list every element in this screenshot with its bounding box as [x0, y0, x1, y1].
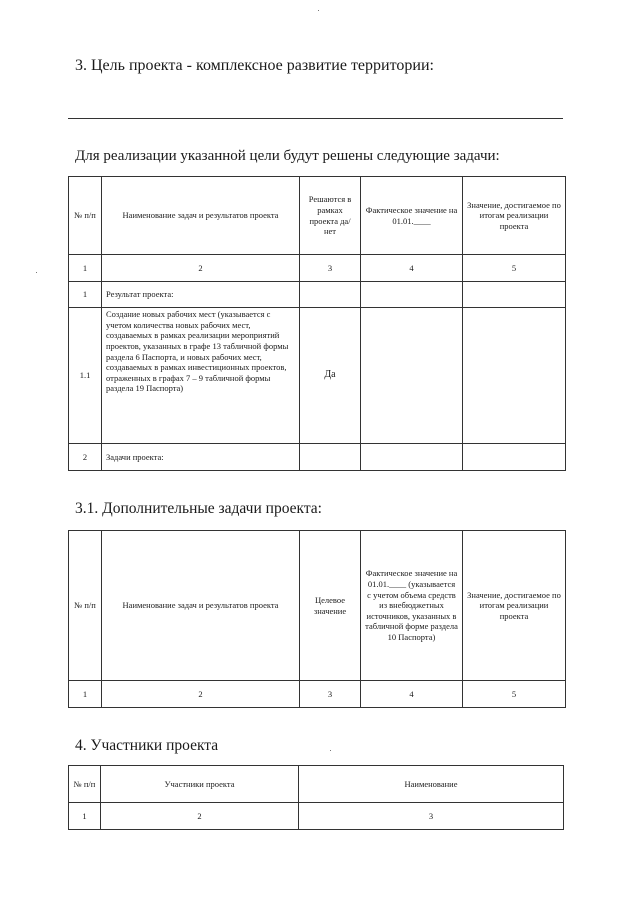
header-num: № п/п [69, 177, 102, 255]
table-index-row [69, 681, 566, 708]
section-extra-heading: 3.1. Дополнительные задачи проекта: [75, 500, 322, 517]
header-actual: Фактическое значение на 01.01.____ [361, 177, 463, 255]
index-cell: 1 [69, 681, 102, 708]
scan-speck [36, 272, 37, 273]
header-participants: Участники проекта [101, 766, 299, 803]
header-actual: Фактическое значение на 01.01.____ (указывается с учетом объема средств из внебюджетных источников, указанных в табличной форме раздела 10 Паспорта) [361, 531, 463, 681]
row-num: 1 [69, 282, 102, 308]
scan-speck [318, 10, 319, 11]
header-num: № п/п [69, 766, 101, 803]
index-cell: 5 [463, 255, 566, 282]
row-num: 1.1 [69, 308, 102, 444]
fill-in-line [68, 118, 563, 119]
index-cell: 2 [102, 255, 300, 282]
index-cell: 4 [361, 255, 463, 282]
table-header-row [69, 531, 566, 681]
header-value: Значение, достигаемое по итогам реализации проекта [463, 531, 566, 681]
header-num: № п/п [69, 531, 102, 681]
header-name: Наименование задач и результатов проекта [102, 531, 300, 681]
row-name: Создание новых рабочих мест (указывается с учетом количества новых рабочих мест, создаваемых в рамках реализации мероприятий проектов, указанных в графе 13 табличной формы раздела 6 Паспорта, и новых рабочих мест, создаваемых в рамках инвестиционных проектов, отраженных в графах 7 – 9 табличной формы раздела 19 Паспорта) [102, 308, 300, 444]
index-cell: 4 [361, 681, 463, 708]
index-cell: 5 [463, 681, 566, 708]
row-actual [361, 444, 463, 471]
row-actual [361, 282, 463, 308]
index-cell: 3 [300, 681, 361, 708]
table-row [69, 308, 566, 444]
table-index-row [69, 255, 566, 282]
header-value: Значение, достигаемое по итогам реализации проекта [463, 177, 566, 255]
table-row [69, 444, 566, 471]
table-header-row [69, 177, 566, 255]
index-cell: 3 [300, 255, 361, 282]
header-solved: Решаются в рамках проекта да/нет [300, 177, 361, 255]
index-cell: 2 [101, 803, 299, 830]
section-goal-heading: 3. Цель проекта - комплексное развитие территории: [75, 57, 434, 74]
row-solved [300, 444, 361, 471]
row-name: Результат проекта: [102, 282, 300, 308]
index-cell: 1 [69, 255, 102, 282]
tasks-table [68, 176, 566, 471]
index-cell: 3 [299, 803, 564, 830]
participants-table [68, 765, 564, 830]
section-participants-heading: 4. Участники проекта [75, 737, 219, 754]
table-row [69, 282, 566, 308]
row-value [463, 308, 566, 444]
row-actual [361, 308, 463, 444]
table-index-row [69, 803, 564, 830]
header-name: Наименование задач и результатов проекта [102, 177, 300, 255]
row-num: 2 [69, 444, 102, 471]
extra-tasks-table [68, 530, 566, 708]
header-target: Целевое значение [300, 531, 361, 681]
scan-speck [330, 750, 331, 751]
row-value [463, 282, 566, 308]
row-name: Задачи проекта: [102, 444, 300, 471]
tasks-intro-text: Для реализации указанной цели будут решены следующие задачи: [75, 148, 500, 164]
row-solved: Да [300, 308, 361, 444]
row-value [463, 444, 566, 471]
row-solved [300, 282, 361, 308]
table-header-row [69, 766, 564, 803]
header-name: Наименование [299, 766, 564, 803]
index-cell: 1 [69, 803, 101, 830]
index-cell: 2 [102, 681, 300, 708]
